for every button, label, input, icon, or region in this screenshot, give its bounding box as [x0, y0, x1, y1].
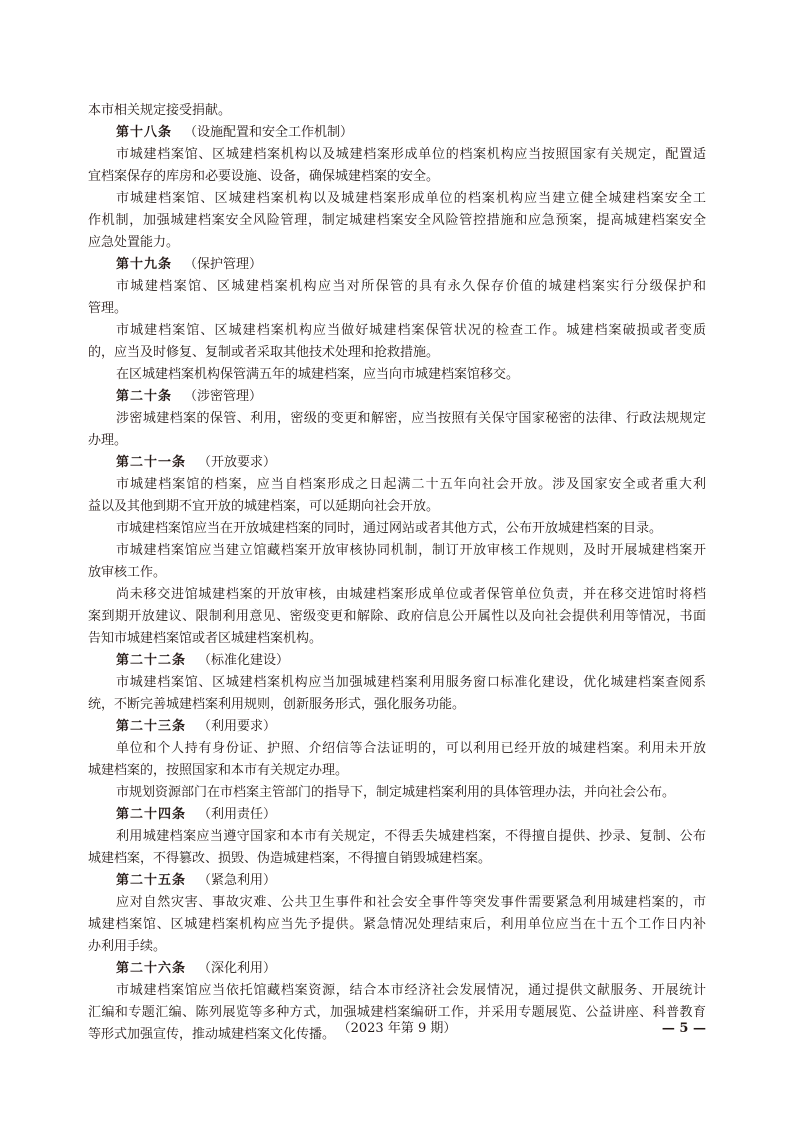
body-text-line: 市城建档案馆、区城建档案机构以及城建档案形成单位的档案机构应当按照国家有关规定，配置适: [116, 147, 706, 162]
body-text-line: 城建档案，不得篡改、损毁、伪造城建档案，不得擅自销毁城建档案。: [88, 851, 492, 866]
article-heading: [88, 958, 706, 980]
article-number: 第二十条: [116, 389, 173, 404]
article-heading: [88, 452, 706, 474]
body-text-line: 市城建档案馆应当建立馆藏档案开放审核协同机制，制订开放审核工作规则，及时开展城建档案开: [116, 543, 706, 558]
body-text-line: 案到期开放建议、限制利用意见、密级变更和解除、政府信息公开属性以及向社会提供利用等情况，书面: [88, 609, 706, 624]
body-text-line: 市城建档案馆应当在开放城建档案的同时，通过网站或者其他方式，公布开放城建档案的目录。: [116, 521, 663, 536]
body-text-line: 市城建档案馆、区城建档案机构以及城建档案形成单位的档案机构应当建立健全城建档案安全工: [116, 191, 706, 206]
article-title: （标准化建设）: [198, 653, 290, 668]
body-text-line: 应对自然灾害、事故灾难、公共卫生事件和社会安全事件等突发事件需要紧急利用城建档案的，市: [116, 895, 706, 910]
article-number: 第二十二条: [116, 653, 187, 668]
body-text-line: 城建档案馆、区城建档案机构应当先予提供。紧急情况处理结束后，利用单位应当在十五个工作日内补: [88, 917, 706, 932]
article-heading: [88, 254, 706, 276]
body-text-line: 宜档案保存的库房和必要设施、设备，确保城建档案的安全。: [88, 169, 440, 184]
article-number: 第二十一条: [116, 455, 187, 470]
body-text-line: 放审核工作。: [88, 565, 167, 580]
body-text-line: 尚未移交进馆城建档案的开放审核，由城建档案形成单位或者保管单位负责，并在移交进馆时将档: [116, 587, 706, 602]
body-text-line: 本市相关规定接受捐献。: [88, 103, 232, 118]
article-number: 第十九条: [116, 257, 173, 272]
body-text-line: 办利用手续。: [88, 939, 167, 954]
body-text-line: 等形式加强宣传，推动城建档案文化传播。: [88, 1027, 336, 1042]
article-title: （利用责任）: [198, 807, 277, 822]
body-text-line: 汇编和专题汇编、陈列展览等多种方式，加强城建档案编研工作，并采用专题展览、公益讲座、科普教育: [88, 1005, 706, 1020]
body-text-line: 应急处置能力。: [88, 235, 180, 250]
body-text-line: 市城建档案馆的档案，应当自档案形成之日起满二十五年向社会开放。涉及国家安全或者重大利: [116, 477, 706, 492]
article-number: 第二十六条: [116, 961, 187, 976]
article-title: （开放要求）: [198, 455, 277, 470]
article-heading: [88, 804, 706, 826]
article-title: （深化利用）: [198, 961, 277, 976]
body-text-line: 告知市城建档案馆或者区城建档案机构。: [88, 631, 323, 646]
body-text-line: 市规划资源部门在市档案主管部门的指导下，制定城建档案利用的具体管理办法，并向社会公布。: [116, 785, 676, 800]
article-title: （设施配置和安全工作机制）: [184, 125, 354, 140]
article-number: 第十八条: [116, 125, 173, 140]
body-text-line: 单位和个人持有身份证、护照、介绍信等合法证明的，可以利用已经开放的城建档案。利用未开放: [116, 741, 706, 756]
body-text-line: 城建档案的，按照国家和本市有关规定办理。: [88, 763, 349, 778]
article-heading: [88, 122, 706, 144]
body-text-line: 市城建档案馆、区城建档案机构应当做好城建档案保管状况的检查工作。城建档案破损或者变质: [116, 323, 706, 338]
article-number: 第二十四条: [116, 807, 187, 822]
body-text-line: 市城建档案馆应当依托馆藏档案资源，结合本市经济社会发展情况，通过提供文献服务、开展统计: [116, 983, 706, 998]
page-number: — 5 —: [661, 1021, 706, 1036]
document-body: [88, 100, 706, 1046]
body-text-line: 利用城建档案应当遵守国家和本市有关规定，不得丢失城建档案，不得擅自提供、抄录、复制、公布: [116, 829, 706, 844]
body-text-line: 统，不断完善城建档案利用规则，创新服务形式，强化服务功能。: [88, 697, 466, 712]
body-text-line: 在区城建档案机构保管满五年的城建档案，应当向市城建档案馆移交。: [116, 367, 520, 382]
issue-label: （2023 年第 9 期）: [337, 1021, 457, 1036]
body-text-line: 市城建档案馆、区城建档案机构应当对所保管的具有永久保存价值的城建档案实行分级保护和: [116, 279, 706, 294]
body-text-line: 办理。: [88, 433, 128, 448]
article-title: （涉密管理）: [184, 389, 263, 404]
article-number: 第二十五条: [116, 873, 187, 888]
article-number: 第二十三条: [116, 719, 187, 734]
article-title: （保护管理）: [184, 257, 263, 272]
body-text-line: 涉密城建档案的保管、利用，密级的变更和解密，应当按照有关保守国家秘密的法律、行政法规规定: [116, 411, 706, 426]
body-text-line: 市城建档案馆、区城建档案机构应当加强城建档案利用服务窗口标准化建设，优化城建档案查阅系: [116, 675, 706, 690]
body-text-line: 的，应当及时修复、复制或者采取其他技术处理和抢救措施。: [88, 345, 440, 360]
article-heading: [88, 716, 706, 738]
article-heading: [88, 650, 706, 672]
body-text-line: 管理。: [88, 301, 128, 316]
article-title: （利用要求）: [198, 719, 277, 734]
article-title: （紧急利用）: [198, 873, 277, 888]
body-text-line: 作机制，加强城建档案安全风险管理，制定城建档案安全风险管控措施和应急预案，提高城建档案安全: [88, 213, 706, 228]
article-heading: [88, 870, 706, 892]
body-text-line: 益以及其他到期不宜开放的城建档案，可以延期向社会开放。: [88, 499, 440, 514]
page-footer: [88, 1019, 706, 1039]
article-heading: [88, 386, 706, 408]
